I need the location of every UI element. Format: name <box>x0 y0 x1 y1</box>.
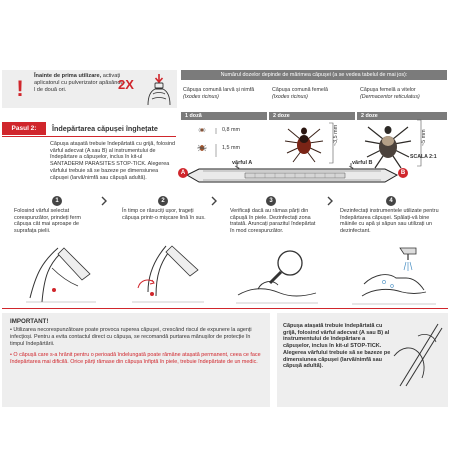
important-bullet-2: • O căpușă care s-a hrănit pentru o perioadă îndelungată poate rămâne atașată permanent, ceea ce face îndepărtarea mai dificilă. Orice părți rămase din căpușa înfiptă în piele, trebuie îndepărtate de un medic. <box>10 352 261 365</box>
scale-label: SCALA 2:1 <box>410 154 437 160</box>
section-divider <box>2 308 448 309</box>
step-description: Căpușa atașată trebuie îndepărtată cu grijă, folosind vârful adecvat (A sau B) al instrumentului de îndepărtare a căpușelor, inclus în kit-ul SANTADERM PARASITES STOP-TICK. Alegerea vârfului trebuie să se bazeze pe dimensiunea căpușei (larvă/nimfă sau căpușă adultă). <box>50 141 175 181</box>
tip-b-label: vârful B <box>352 160 373 166</box>
side-note-text: Căpușa atașată trebuie îndepărtată cu grijă, folosind vârful adecvat (A sau B) al instrumentului de îndepărtare a căpușelor, inclus în kit-ul STOP-TICK. Alegerea vârfului trebuie să se bazeze pe dimensiunea căpușei (larvă/nimfă sau căpușă adultă). <box>283 323 391 370</box>
step-4-number: 4 <box>386 196 396 206</box>
step-2-number: 2 <box>158 196 168 206</box>
chevron-right-icon <box>324 195 336 207</box>
warning-bold-lead: Înainte de prima utilizare, <box>34 73 102 79</box>
important-title: IMPORTANT! <box>10 318 49 325</box>
step-4-text: Dezinfectați instrumentele utilizate pentru îndepărtarea căpușei. Spălați-vă bine mâinile cu apă și săpun sau utilizați un dezinfectant. <box>340 208 439 235</box>
dose-col-2-label <box>272 87 354 100</box>
magnifier-icon <box>232 245 322 307</box>
dose-table-header: Numărul dozelor depinde de mărimea căpușei (a se vedea tabelul de mai jos): <box>181 70 447 80</box>
tick-remover-tool <box>175 158 410 192</box>
dose-col-1-name: Căpușa comună larvă și nimfă <box>183 87 255 93</box>
handwash-icon <box>344 244 444 308</box>
step-3-number: 3 <box>266 196 276 206</box>
step-badge: Pasul 2: <box>2 122 46 135</box>
dose-col-1-latin: (Ixodes ricinus) <box>183 93 219 100</box>
warning-text <box>34 73 126 94</box>
warning-body: activați aplicatorul cu pulverizator apăsându-l de două ori. <box>34 73 126 93</box>
dose-col-2-latin: (Ixodes ricinus) <box>272 93 308 100</box>
size-guide-lines <box>212 126 220 160</box>
step-title: Îndepărtarea căpușei înghețate <box>52 124 158 133</box>
step-1-text: Folosind vârful selectat corespunzător, prindeți ferm căpușa cât mai aproape de suprafața pielii. <box>14 208 81 235</box>
step-1-number: 1 <box>52 196 62 206</box>
dose-col-2-tag: 2 doze <box>269 112 355 120</box>
dose-col-1-tag: 1 doză <box>181 112 267 120</box>
step-1-illustration <box>12 240 100 306</box>
step-2-text: În timp ce răsuciți ușor, trageți căpușa printr-o mișcare lină în sus. <box>122 208 206 221</box>
tip-a-label: vârful A <box>232 160 253 166</box>
dose-col-3-latin: (Dermacentor reticulatus) <box>360 93 420 100</box>
repeat-count-label: 2X <box>118 77 134 92</box>
tip-a-marker: A <box>178 168 188 178</box>
dose-col-3-tag: 2 doze <box>357 112 447 120</box>
nymph-size: 1,5 mm <box>222 145 240 151</box>
tip-b-marker: B <box>398 168 408 178</box>
tool-in-hand-icon <box>392 316 446 390</box>
chevron-right-icon <box>208 195 220 207</box>
spray-hand-icon <box>144 72 174 106</box>
step-divider <box>2 136 176 137</box>
dose-col-3-label <box>360 87 445 100</box>
important-bullet-1: • Utilizarea necorespunzătoare poate provoca ruperea căpușei, crescând riscul de expunere la agenți infecțioși. Pentru a evita contactul direct cu căpușa, se recomandă purtarea mănușilor de protecție în timpul îndepărtării. <box>10 327 252 347</box>
exclamation-icon: ! <box>16 76 24 101</box>
step-3-text: Verificați dacă au rămas părți din căpușă în piele. Dezinfectați zona tratată. Aruncați parazitul îndepărtat în mod corespunzător. <box>230 208 316 235</box>
dose-col-2-name: Căpușa comună femelă <box>272 87 328 93</box>
female-size: ~3,5 mm <box>333 124 339 146</box>
chevron-right-icon <box>98 195 110 207</box>
step-2-illustration <box>118 240 210 306</box>
cattle-size: ~5 mm <box>421 129 427 146</box>
dose-col-3-name: Căpușa femelă a vitelor <box>360 87 416 93</box>
larva-size: 0,8 mm <box>222 127 240 133</box>
dose-col-1-label <box>183 87 265 100</box>
